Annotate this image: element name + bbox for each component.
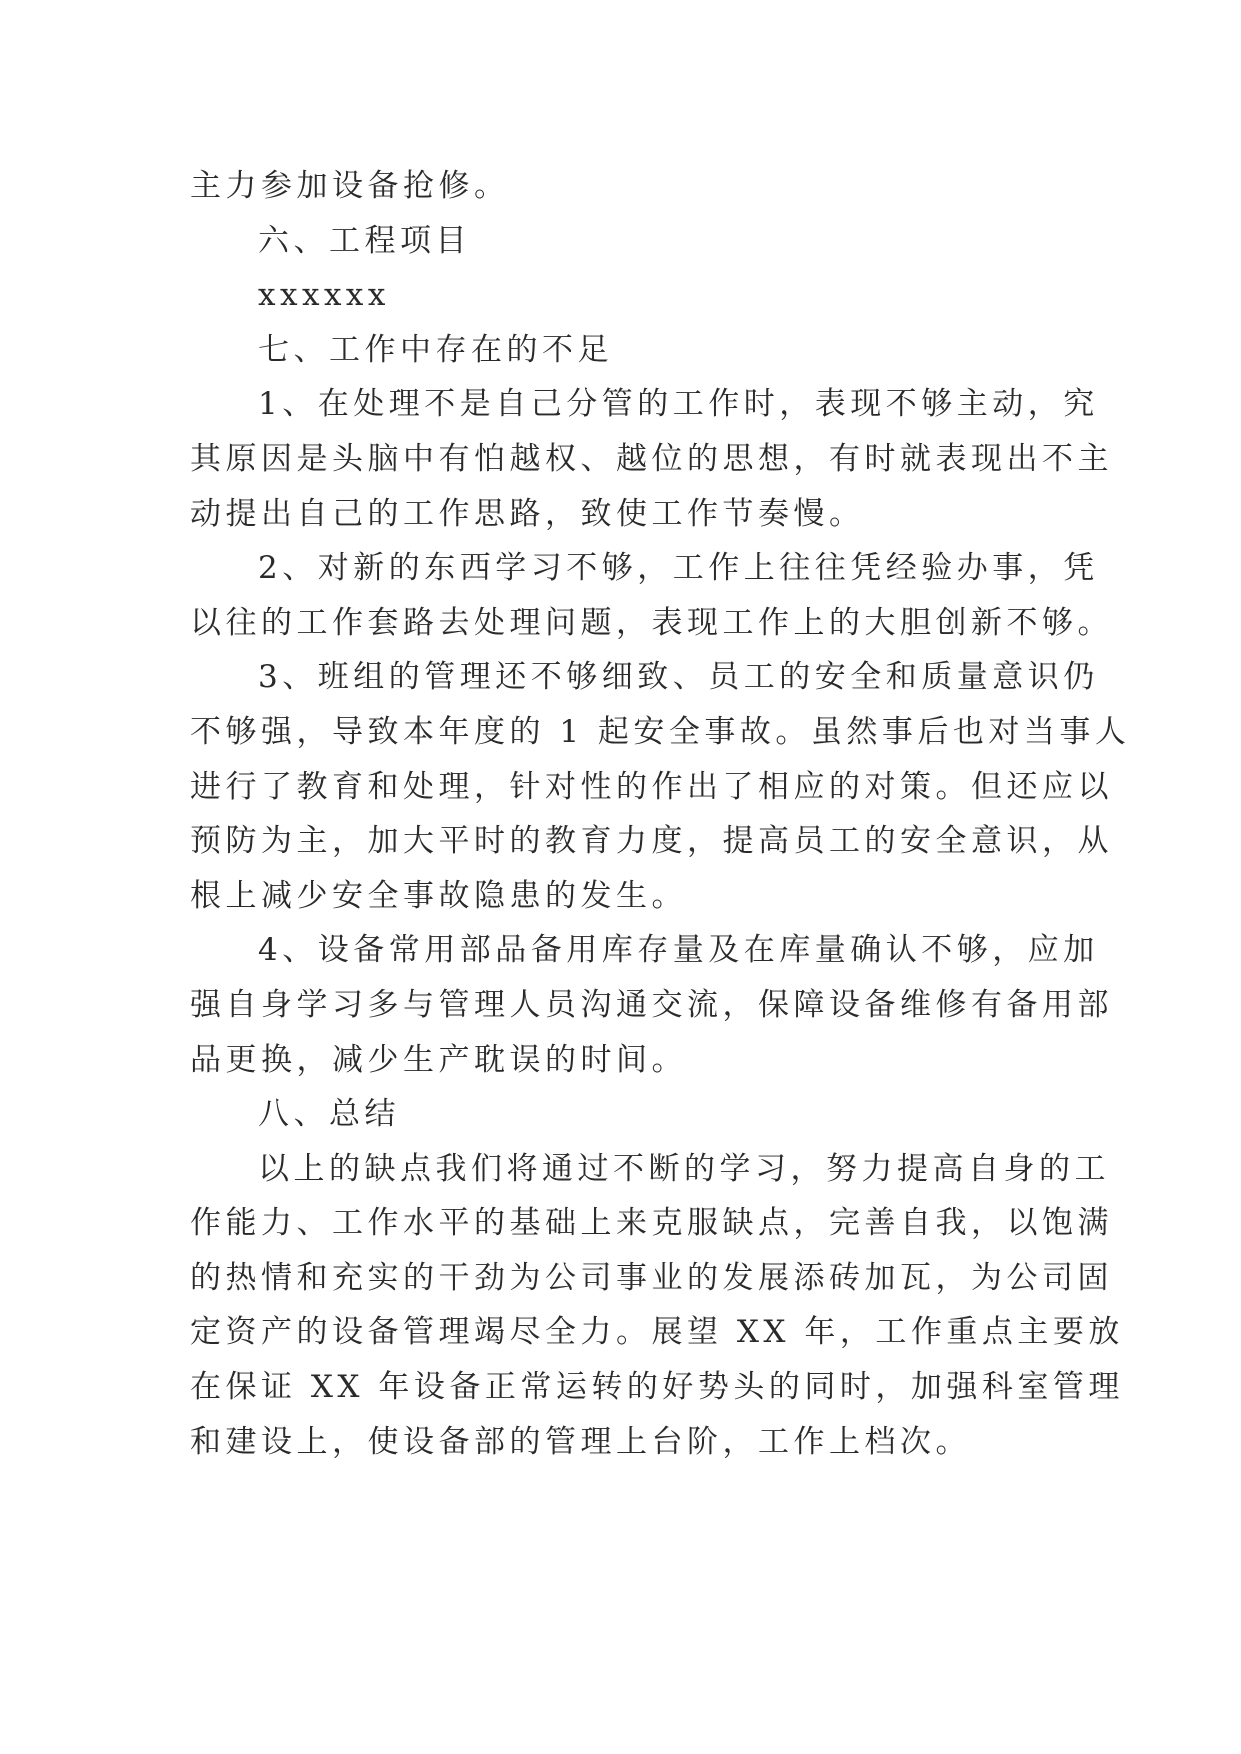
- text-line: 品更换，减少生产耽误的时间。: [190, 1041, 687, 1078]
- document-body: [190, 159, 1131, 1469]
- text-line: 在保证 XX 年设备正常运转的好势头的同时，加强科室管理: [190, 1369, 1124, 1406]
- text-line: 八、总结: [258, 1096, 400, 1133]
- text-line: 主力参加设备抢修。: [190, 168, 510, 204]
- text-line: 进行了教育和处理，针对性的作出了相应的对策。但还应以: [190, 768, 1113, 805]
- text-line: 六、工程项目: [258, 222, 471, 259]
- text-line: 和建设上，使设备部的管理上台阶，工作上档次。: [190, 1423, 971, 1460]
- text-line: 以往的工作套路去处理问题，表现工作上的大胆创新不够。: [190, 604, 1113, 641]
- text-line: 的热情和充实的干劲为公司事业的发展添砖加瓦，为公司固: [190, 1259, 1113, 1296]
- text-line: xxxxxx: [258, 277, 390, 314]
- text-line: 其原因是头脑中有怕越权、越位的思想，有时就表现出不主: [190, 440, 1113, 477]
- text-line: 3、班组的管理还不够细致、员工的安全和质量意识仍: [258, 659, 1099, 696]
- text-line: 作能力、工作水平的基础上来克服缺点，完善自我，以饱满: [190, 1205, 1113, 1242]
- text-line: 预防为主，加大平时的教育力度，提高员工的安全意识，从: [190, 823, 1113, 860]
- text-line: 定资产的设备管理竭尽全力。展望 XX 年，工作重点主要放: [190, 1314, 1124, 1351]
- text-line: 不够强，导致本年度的 1 起安全事故。虽然事后也对当事人: [190, 713, 1131, 750]
- text-line: 以上的缺点我们将通过不断的学习，努力提高自身的工: [258, 1150, 1110, 1187]
- text-line: 根上减少安全事故隐患的发生。: [190, 877, 687, 914]
- text-line: 4、设备常用部品备用库存量及在库量确认不够，应加: [258, 932, 1099, 969]
- text-line: 1、在处理不是自己分管的工作时，表现不够主动，究: [258, 386, 1099, 423]
- text-line: 2、对新的东西学习不够，工作上往往凭经验办事，凭: [258, 550, 1099, 587]
- text-line: 强自身学习多与管理人员沟通交流，保障设备维修有备用部: [190, 986, 1113, 1023]
- text-line: 动提出自己的工作思路，致使工作节奏慢。: [190, 495, 865, 532]
- text-line: 七、工作中存在的不足: [258, 331, 613, 368]
